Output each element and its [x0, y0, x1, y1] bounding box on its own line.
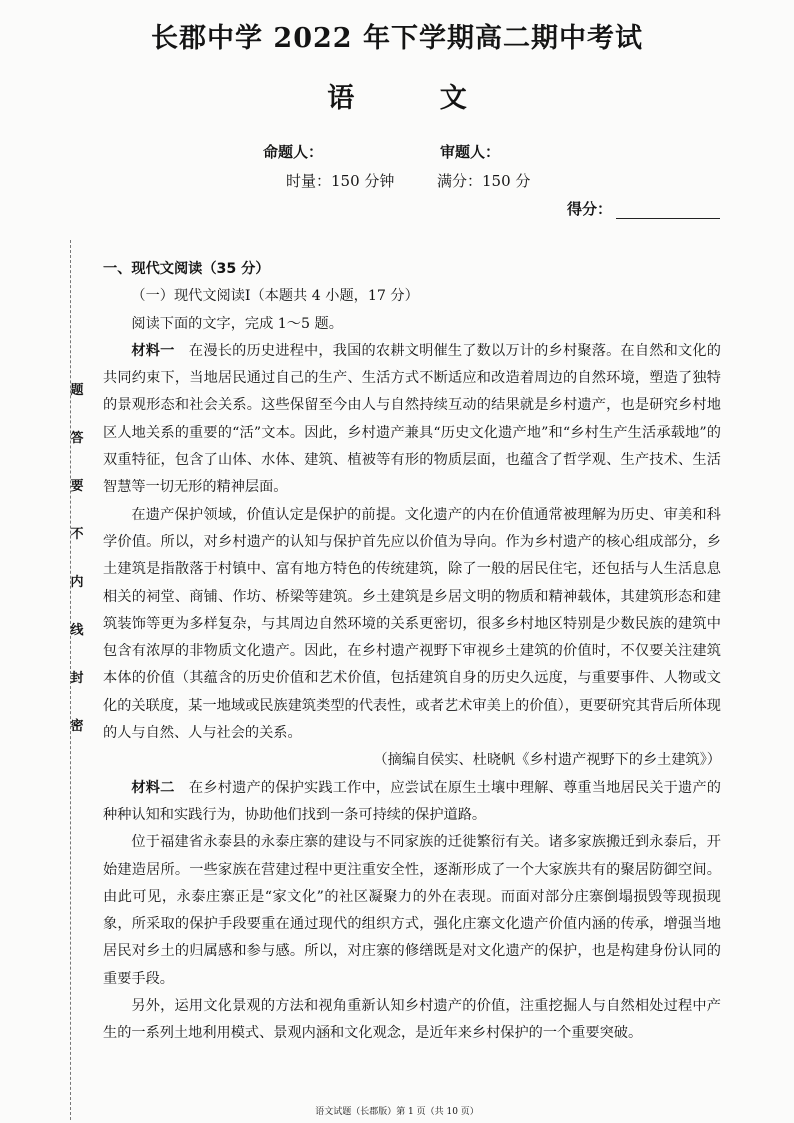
margin-note-char: 线: [70, 623, 84, 638]
margin-note-char: 不: [70, 527, 84, 542]
material-two-paragraph-2: 位于福建省永泰县的永泰庄寨的建设与不同家族的迁徙繁衍有关。诸多家族搬迁到永泰后，开始建造居所。一些家族在营建过程中更注重安全性，逐渐形成了一个大家族共有的聚居防御空间。由此可见，永泰庄寨正是“家文化”的社区凝聚力的外在表现。而面对部分庄寨倒塌损毁等现损现象，所采取的保护手段要重在通过现代的组织方式，强化庄寨文化遗产价值内涵的传承，增强当地居民对乡土的归属感和参与感。所以，对庄寨的修缮既是对文化遗产的保护，也是构建身份认同的重要手段。: [103, 834, 721, 987]
margin-note-char: 密: [70, 719, 84, 734]
subsection-heading: （一）现代文阅读Ⅰ（本题共 4 小题，17 分）: [131, 288, 419, 305]
reviewer-label: 审题人：: [440, 143, 501, 161]
margin-note-char: 封: [70, 671, 84, 686]
material-two-text: 在乡村遗产的保护实践工作中，应尝试在原生土壤中理解、尊重当地居民关于遗产的种种认知和实践行为，协助他们找到一条可持续的保护道路。: [103, 779, 721, 823]
question-setter-label: 命题人：: [263, 143, 324, 161]
score-field: [567, 198, 720, 219]
material-two-paragraph-3: 另外，运用文化景观的方法和视角重新认知乡村遗产的价值，注重挖掘人与自然相处过程中产生的一系列土地利用模式、景观内涵和文化观念，是近年来乡村保护的一个重要突破。: [103, 998, 721, 1042]
material-two-label: 材料二: [131, 779, 175, 796]
material-two-paragraph-1: [103, 775, 721, 830]
margin-note-char: 内: [70, 575, 84, 590]
reading-instruction: 阅读下面的文字，完成 1～5 题。: [131, 315, 343, 332]
exam-body: [103, 256, 721, 1048]
material-one-text: 在漫长的历史进程中，我国的农耕文明催生了数以万计的乡村聚落。在自然和文化的共同约束下，当地居民通过自己的生产、生活方式不断适应和改造着周边的自然环境，塑造了独特的景观形态和社会关系。这些保留至今由人与自然持续互动的结果就是乡村遗产，也是研究乡村地区人地关系的重要的“活”文本。因此，乡村遗产兼具“历史文化遗产地”和“乡村生产生活承载地”的双重特征，包含了山体、水体、建筑、植被等有形的物质层面，也蕴含了哲学观、生产技术、生活智慧等一切无形的精神层面。: [103, 342, 721, 496]
exam-title: 长郡中学 2022 年下学期高二期中考试: [151, 23, 643, 54]
page-footer: 语文试题（长郡版）第 1 页（共 10 页）: [315, 1107, 479, 1117]
section-heading: 一、现代文阅读（35 分）: [103, 261, 270, 277]
time-limit: 时量：150 分钟: [286, 172, 395, 190]
score-label: 得分：: [567, 200, 613, 218]
margin-note-char: 题: [70, 383, 84, 398]
material-one-paragraph-1: [103, 338, 721, 502]
score-blank-line: [616, 203, 720, 219]
material-one-paragraph-2: 在遗产保护领域，价值认定是保护的前提。文化遗产的内在价值通常被理解为历史、审美和科学价值。所以，对乡村遗产的认知与保护首先应以价值为导向。作为乡村遗产的核心组成部分，乡土建筑是指散落于村镇中、富有地方特色的传统建筑，除了一般的居民住宅，还包括与人生活息息相关的祠堂、商铺、作坊、桥梁等建筑。乡土建筑是乡居文明的物质和精神载体，其建筑形态和建筑装饰等更为多样复杂，与其周边自然环境的关系更密切，很多乡村地区特别是少数民族的建筑中包含有浓厚的非物质文化遗产。因此，在乡村遗产视野下审视乡土建筑的价值时，不仅要关注建筑本体的价值（其蕴含的历史价值和艺术价值，包括建筑自身的历史久远度，与重要事件、人物或文化的关联度，某一地域或民族建筑类型的代表性，或者艺术审美上的价值），更要研究其背后所体现的人与自然、人与社会的关系。: [103, 506, 721, 742]
material-one-source: （摘编自侯实、杜晓帆《乡村遗产视野下的乡土建筑》）: [373, 752, 721, 769]
margin-note-char: 要: [70, 479, 84, 494]
full-score: 满分：150 分: [437, 172, 531, 190]
margin-note-char: 答: [70, 431, 84, 446]
subject-title: 语 文: [327, 83, 505, 114]
material-one-label: 材料一: [131, 342, 175, 359]
binding-margin-note: [68, 384, 86, 768]
